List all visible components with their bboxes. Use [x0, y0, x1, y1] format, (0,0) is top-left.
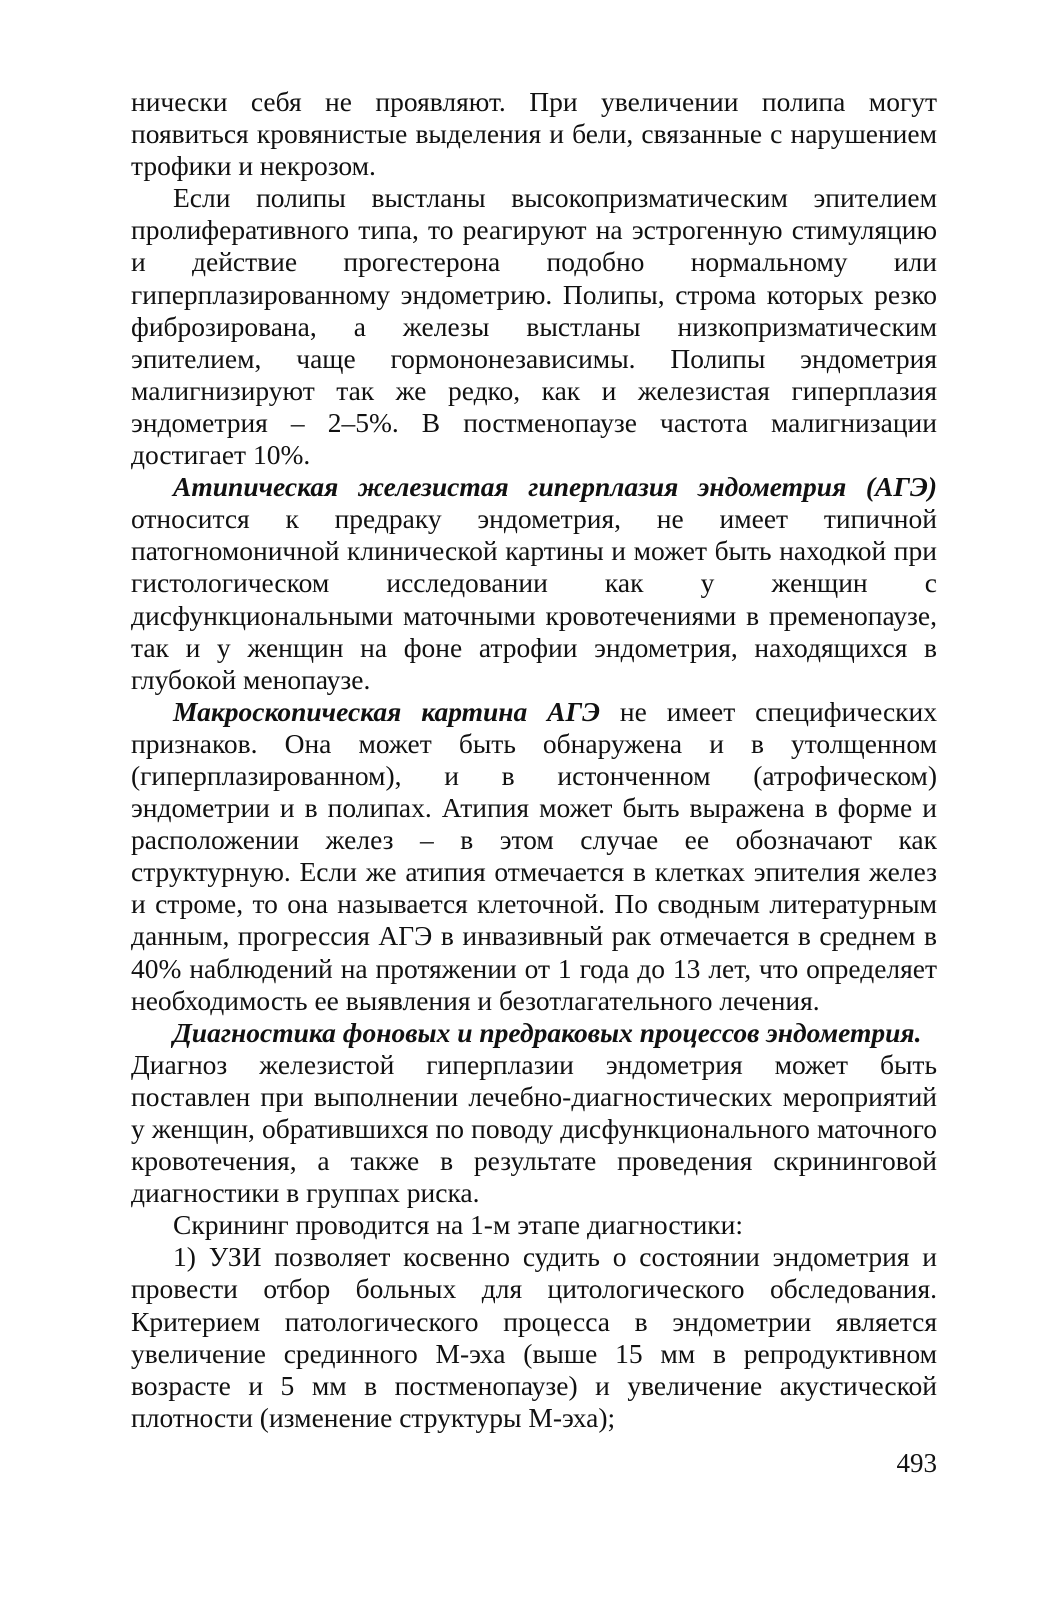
paragraph-macroscopic-picture	[131, 696, 937, 1017]
term-macroscopic-picture: Макроскопическая картина АГЭ	[173, 695, 601, 727]
paragraph-polyp-hormones: Если полипы выстланы высокопризматическим эпителием пролиферативного типа, то реагируют на эстрогенную стимуляцию и действие прогестерона подобно нормальному или гиперплазированному эндометрию. Полипы, строма которых резко фиброзирована, а железы выстланы низкопризматическим эпителием, чаще гормононезависимы. Полипы эндометрия малигнизируют так же редко, как и железистая гиперплазия эндометрия – 2–5%. В постменопаузе частота малигнизации достигает 10%.	[131, 182, 937, 471]
page-body	[131, 86, 937, 1434]
paragraph-text: не имеет специфических признаков. Она может быть обнаружена и в утолщенном (гиперплазированном), и в истонченном (атрофическом) эндометрии и в полипах. Атипия может быть выражена в форме и расположении желез – в этом случае ее обозначают как структурную. Если же атипия отмечается в клетках эпителия желез и строме, то она называется клеточной. По сводным литературным данным, прогрессия АГЭ в инвазивный рак отмечается в среднем в 40% наблюдений на протяжении от 1 года до 13 лет, что определяет необходимость ее выявления и безотлагательного лечения.	[131, 695, 937, 1016]
term-diagnostics: Диагностика фоновых и предраковых процессов эндометрия.	[173, 1016, 922, 1048]
page-number: 493	[896, 1448, 937, 1478]
paragraph-polyp-symptoms: нически себя не проявляют. При увеличении полипа могут появиться кровянистые выделения и бели, связанные с нарушением трофики и некрозом.	[131, 86, 937, 182]
paragraph-screening: Скрининг проводится на 1-м этапе диагностики:	[173, 1209, 744, 1241]
paragraph-atypical-hyperplasia	[131, 471, 937, 696]
paragraph-text: относится к предраку эндометрия, не имеет типичной патогномоничной клинической картины и может быть находкой при гистологическом исследовании как у женщин с дисфункциональными маточными кровотечениями в пременопаузе, так и у женщин на фоне атрофии эндометрия, находящихся в глубокой менопаузе.	[131, 503, 937, 695]
paragraph-diagnosis: Диагноз железистой гиперплазии эндометрия может быть поставлен при выполнении лечебно-диагностических мероприятий у женщин, обратившихся по поводу дисфункционального маточного кровотечения, а также в результате проведения скрининговой диагностики в группах риска.	[131, 1048, 937, 1209]
term-atypical-hyperplasia: Атипическая железистая гиперплазия эндометрия (АГЭ)	[173, 471, 937, 503]
list-item-ultrasound: 1) УЗИ позволяет косвенно судить о состоянии эндометрия и провести отбор больных для цитологического обследования. Критерием патологического процесса в эндометрии является увеличение срединного М-эха (выше 15 мм в репродуктивном возрасте и 5 мм в постменопаузе) и увеличение акустической плотности (изменение структуры М-эха);	[131, 1241, 937, 1433]
section-heading-diagnostics	[131, 1017, 937, 1049]
